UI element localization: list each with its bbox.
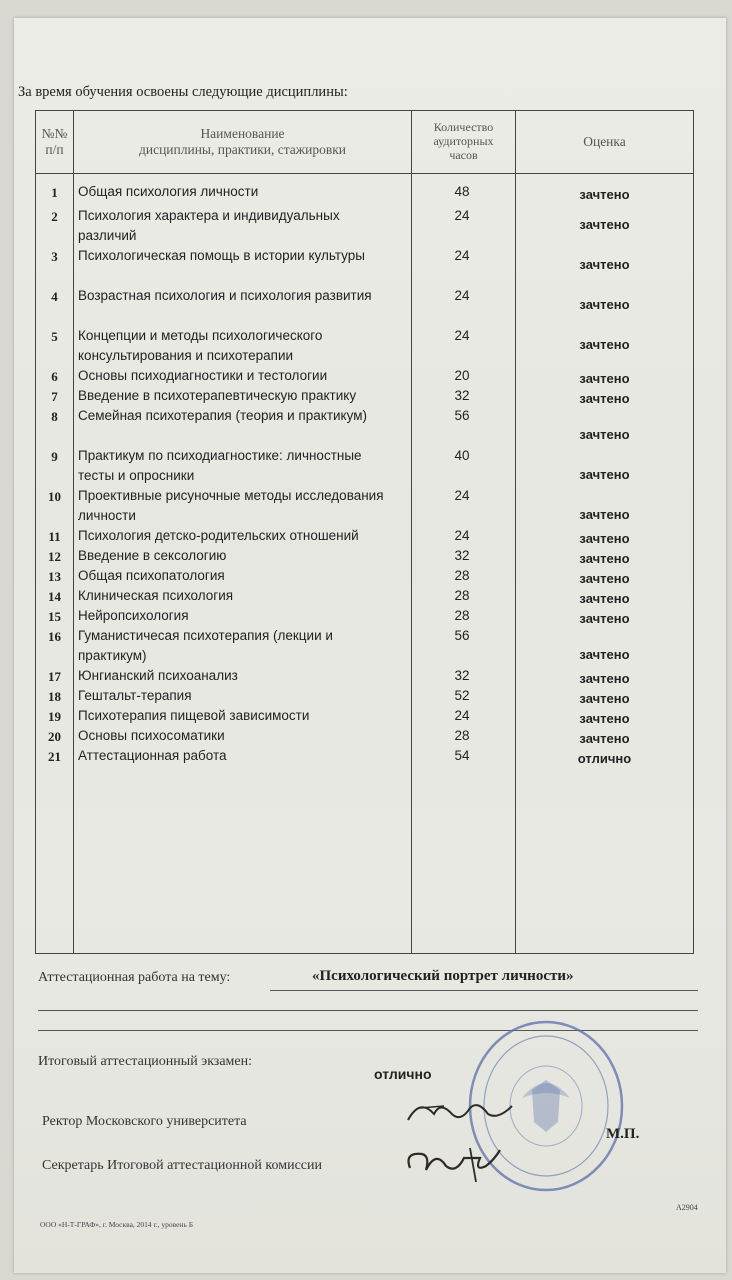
hours-value: 52	[454, 688, 470, 703]
rector-signature	[400, 1090, 520, 1134]
grade-value: зачтено	[579, 711, 630, 726]
grade-value: зачтено	[579, 257, 630, 272]
hours-value: 24	[454, 528, 470, 543]
stamp-mark: М.П.	[606, 1126, 640, 1142]
row-number: 4	[51, 289, 58, 304]
form-code: А2904	[676, 1203, 698, 1212]
row-number: 15	[48, 609, 61, 624]
discipline-name: Нейропсихология	[78, 608, 189, 623]
row-number: 16	[48, 629, 61, 644]
row-number: 14	[48, 589, 61, 604]
discipline-name: Гештальт-терапия	[78, 688, 192, 703]
discipline-name: Возрастная психология и психология развития	[78, 288, 372, 303]
thesis-label: Аттестационная работа на тему:	[38, 970, 231, 985]
grade-value: зачтено	[579, 427, 630, 442]
grade-value: зачтено	[579, 467, 630, 482]
hours-value: 24	[454, 488, 470, 503]
row-number: 3	[51, 249, 58, 264]
header-divider	[36, 173, 693, 174]
grade-value: зачтено	[579, 217, 630, 232]
discipline-name: Психотерапия пищевой зависимости	[78, 708, 310, 723]
hours-value: 32	[454, 548, 470, 563]
thesis-topic: «Психологический портрет личности»	[312, 968, 574, 984]
hours-value: 40	[454, 448, 470, 463]
hours-value: 24	[454, 288, 470, 303]
grade-value: зачтено	[579, 337, 630, 352]
grade-value: зачтено	[579, 571, 630, 586]
grade-value: зачтено	[579, 691, 630, 706]
row-number: 17	[48, 669, 61, 684]
exam-grade: отлично	[374, 1066, 432, 1082]
hours-value: 24	[454, 208, 470, 223]
disciplines-table	[35, 110, 694, 954]
intro-text: За время обучения освоены следующие дисциплины:	[18, 84, 348, 100]
hours-value: 56	[454, 408, 470, 423]
discipline-name: Общая психопатология	[78, 568, 225, 583]
secretary-signature	[400, 1140, 510, 1186]
row-number: 2	[51, 209, 58, 224]
row-number: 1	[51, 185, 58, 200]
row-number: 12	[48, 549, 61, 564]
discipline-name: Клиническая психология	[78, 588, 234, 603]
header-grade: Оценка	[583, 134, 626, 150]
row-number: 19	[48, 709, 61, 724]
grade-value: зачтено	[579, 297, 630, 312]
row-number: 11	[48, 529, 61, 544]
hours-value: 28	[454, 608, 470, 623]
exam-label: Итоговый аттестационный экзамен:	[38, 1054, 253, 1069]
discipline-name: Основы психодиагностики и тестологии	[78, 368, 328, 383]
row-number: 6	[51, 369, 58, 384]
rector-label: Ректор Московского университета	[42, 1114, 247, 1129]
discipline-name: Введение в сексологию	[78, 548, 227, 563]
header-num: №№ п/п	[41, 126, 68, 157]
thesis-underline	[270, 990, 698, 991]
hours-value: 24	[454, 328, 470, 343]
discipline-name: Психология характера и индивидуальных различий	[78, 208, 340, 243]
hours-value: 32	[454, 668, 470, 683]
grade-value: зачтено	[579, 391, 630, 406]
hours-value: 32	[454, 388, 470, 403]
row-number: 18	[48, 689, 61, 704]
row-number: 9	[51, 449, 58, 464]
discipline-name: Практикум по психодиагностике: личностные тесты и опросники	[78, 448, 362, 483]
row-number: 8	[51, 409, 58, 424]
grade-value: зачтено	[579, 371, 630, 386]
row-number: 13	[48, 569, 61, 584]
grade-value: зачтено	[579, 531, 630, 546]
discipline-name: Проективные рисуночные методы исследования личности	[78, 488, 384, 523]
discipline-name: Концепции и методы психологического консультирования и психотерапии	[78, 328, 323, 363]
discipline-name: Психология детско-родительских отношений	[78, 528, 359, 543]
header-name: Наименование дисциплины, практики, стажировки	[138, 126, 347, 157]
grade-value: отлично	[577, 751, 632, 766]
discipline-name: Основы психосоматики	[78, 728, 225, 743]
discipline-name: Введение в психотерапевтическую практику	[78, 388, 357, 403]
grade-value: зачтено	[579, 507, 630, 522]
row-number: 20	[48, 729, 61, 744]
row-number: 10	[48, 489, 61, 504]
discipline-name: Семейная психотерапия (теория и практикум)	[78, 408, 367, 423]
discipline-name: Юнгианский психоанализ	[78, 668, 238, 683]
hours-value: 48	[454, 184, 470, 199]
hours-value: 54	[454, 748, 470, 763]
grade-value: зачтено	[579, 187, 630, 202]
hours-value: 56	[454, 628, 470, 643]
grade-value: зачтено	[579, 591, 630, 606]
discipline-name: Гуманистичесая психотерапия (лекции и практикум)	[78, 628, 333, 663]
grade-value: зачтено	[579, 731, 630, 746]
grade-value: зачтено	[579, 611, 630, 626]
grade-value: зачтено	[579, 551, 630, 566]
blank-line	[38, 1010, 698, 1011]
grade-value: зачтено	[579, 647, 630, 662]
row-number: 5	[51, 329, 58, 344]
discipline-name: Общая психология личности	[78, 184, 259, 199]
hours-value: 28	[454, 728, 470, 743]
hours-value: 20	[454, 368, 470, 383]
hours-value: 24	[454, 248, 470, 263]
discipline-name: Аттестационная работа	[78, 748, 227, 763]
row-number: 7	[51, 389, 58, 404]
row-number: 21	[48, 749, 61, 764]
hours-value: 28	[454, 568, 470, 583]
hours-value: 24	[454, 708, 470, 723]
hours-value: 28	[454, 588, 470, 603]
header-hours: Количество аудиторных часов	[433, 120, 494, 162]
column-divider	[73, 111, 74, 953]
grade-value: зачтено	[579, 671, 630, 686]
secretary-label: Секретарь Итоговой аттестационной комиссии	[42, 1158, 322, 1173]
publisher-footer: ООО «Н-Т-ГРАФ», г. Москва, 2014 г., уровень Б	[40, 1220, 194, 1229]
discipline-name: Психологическая помощь в истории культуры	[78, 248, 365, 263]
